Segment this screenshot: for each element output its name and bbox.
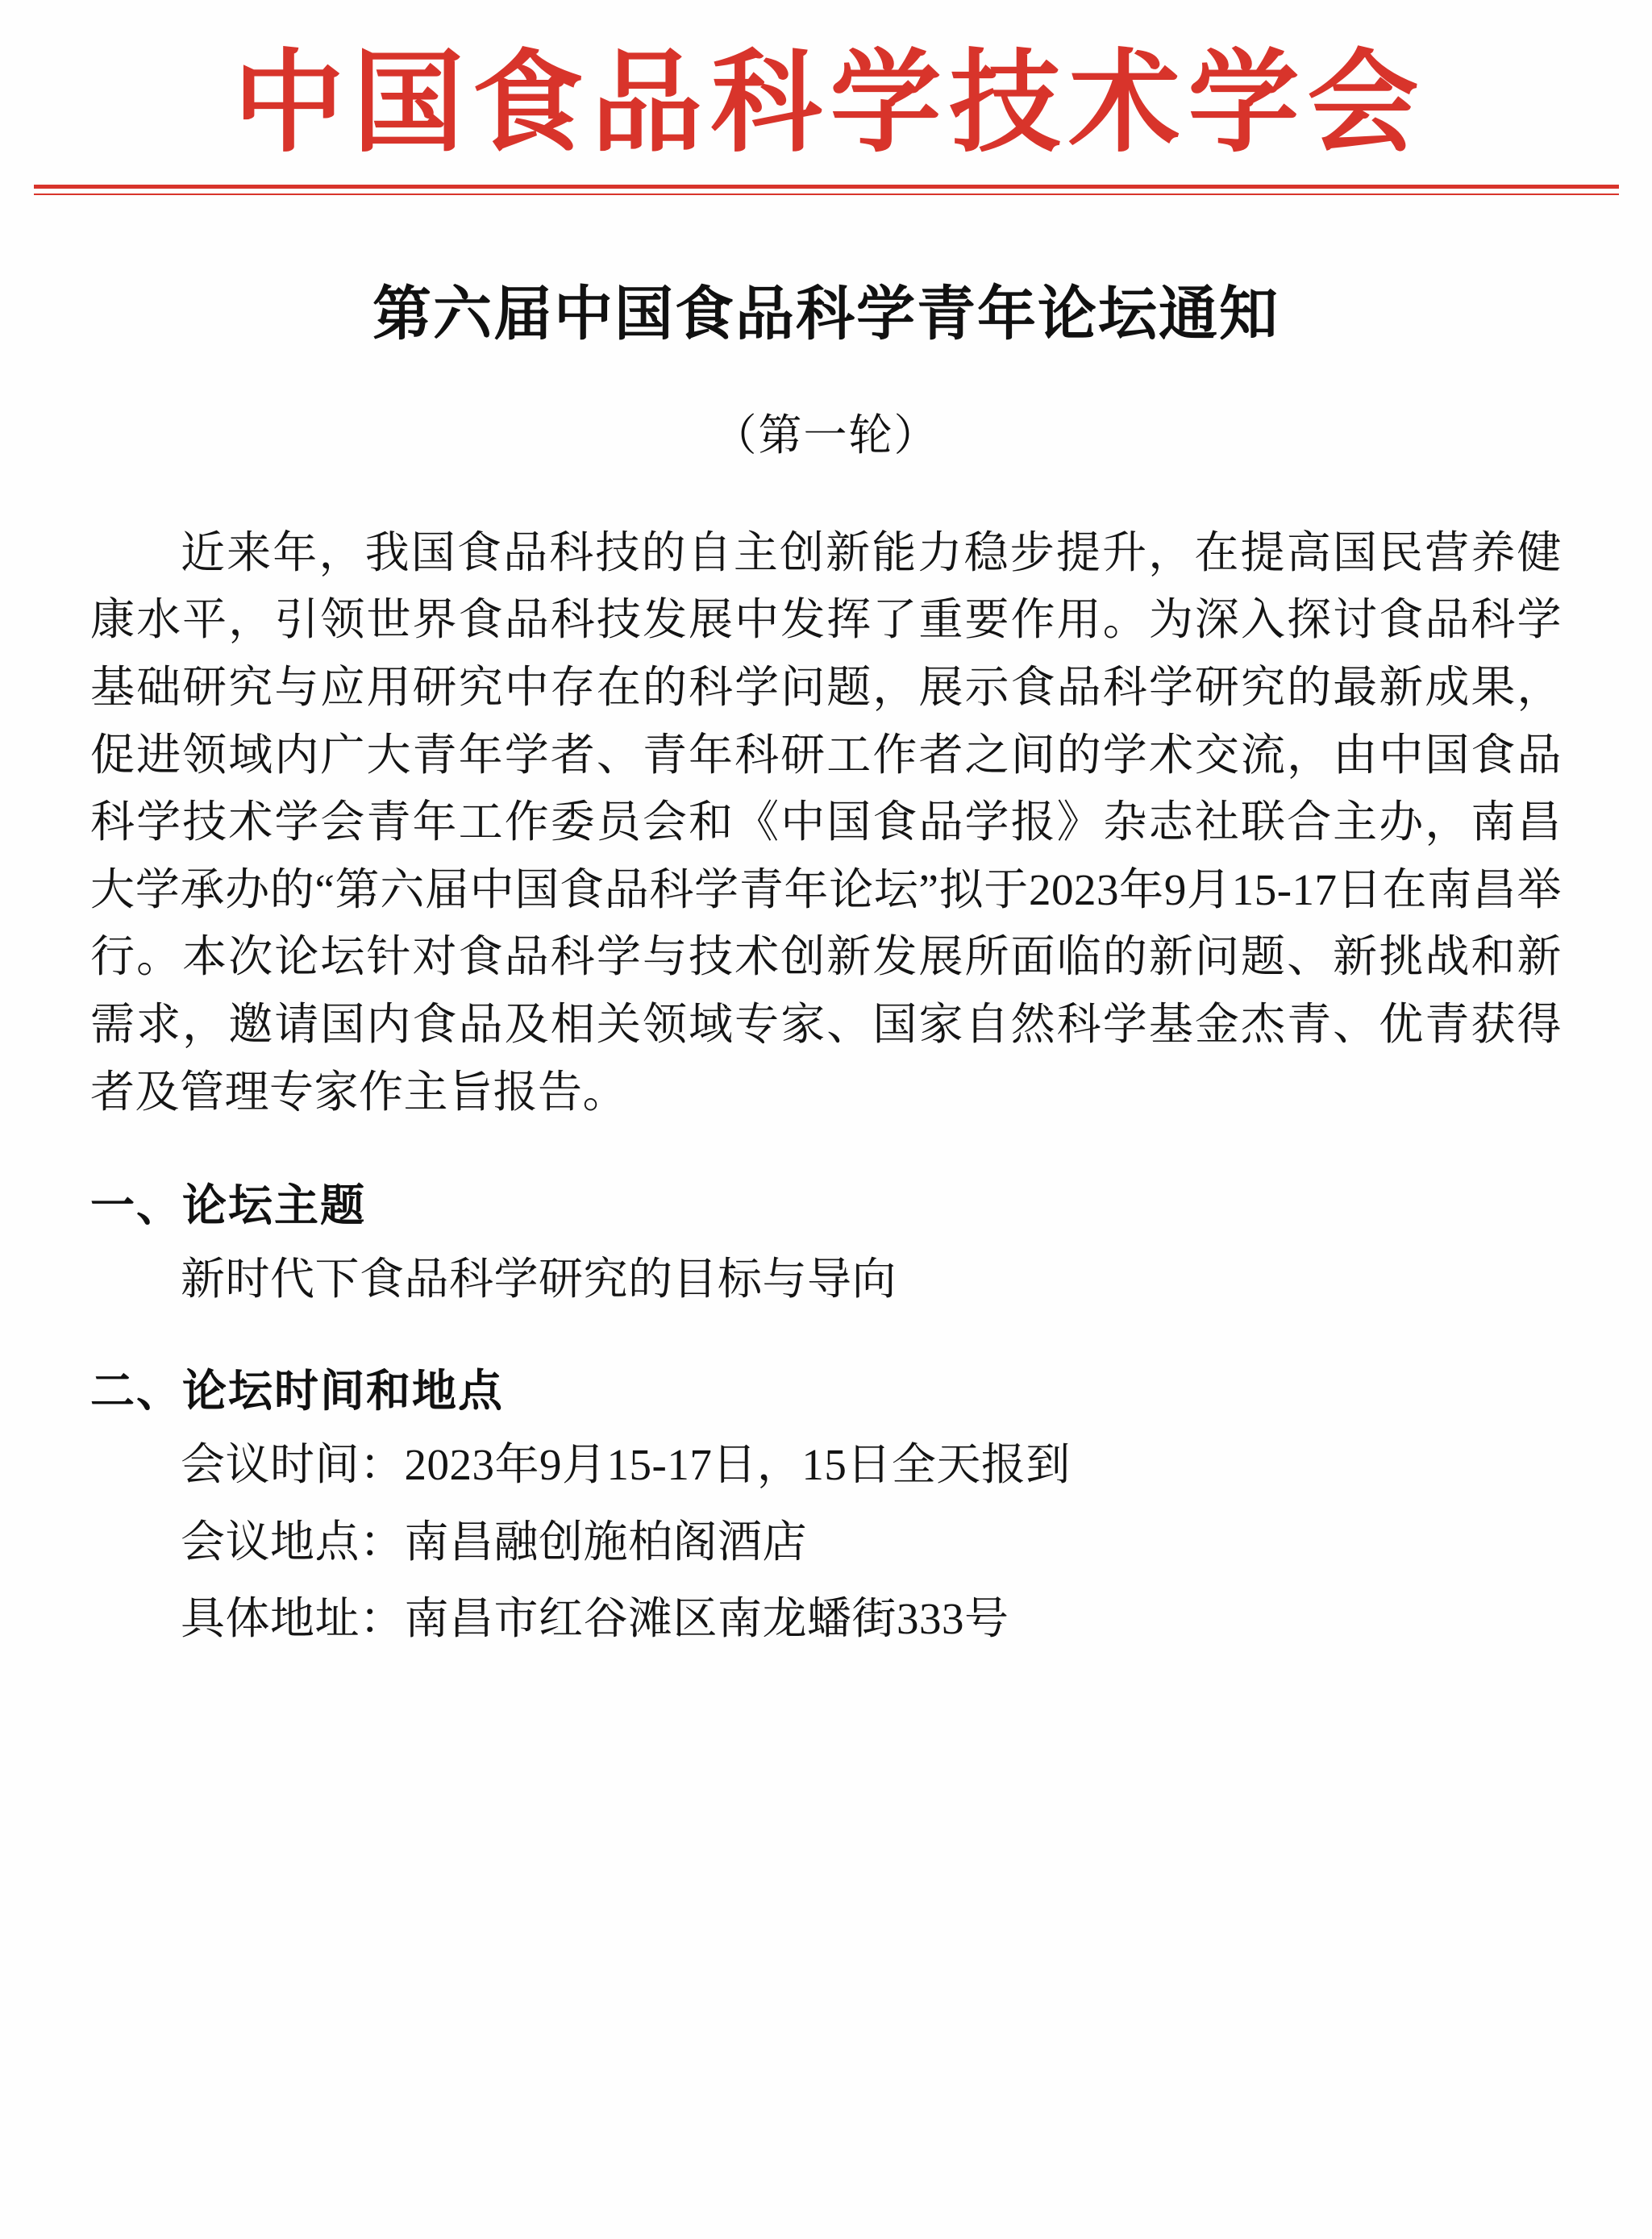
page-subtitle: （第一轮）: [713, 410, 939, 460]
section-body-1: [181, 1245, 1562, 1313]
meeting-time-line: 会议时间：2023年9月15-17日，15日全天报到: [181, 1440, 1071, 1490]
section-body-2: [181, 1430, 1562, 1653]
section-time-and-place: [90, 1355, 1562, 1653]
letterhead: [0, 0, 1652, 195]
letterhead-rule-thin: [34, 194, 1619, 195]
meeting-venue-line: 会议地点：南昌融创施柏阁酒店: [181, 1517, 808, 1567]
letterhead-rules: [34, 185, 1619, 195]
organization-name: 中国食品科学技术学会: [233, 42, 1427, 165]
section-heading-1: 一、论坛主题: [90, 1181, 367, 1231]
document-body: [90, 519, 1562, 1653]
intro-paragraph: 近来年，我国食品科技的自主创新能力稳步提升，在提高国民营养健康水平，引领世界食品科技发展中发挥了重要作用。为深入探讨食品科学基础研究与应用研究中存在的科学问题，展示食品科学研究的最新成果，促进领域内广大青年学者、青年科研工作者之间的学术交流，由中国食品科学技术学会青年工作委员会和《中国食品学报》杂志社联合主办，南昌大学承办的“第六届中国食品科学青年论坛”拟于2023年9月15-17日在南昌举行。本次论坛针对食品科学与技术创新发展所面临的新问题、新挑战和新需求，邀请国内食品及相关领域专家、国家自然科学基金杰青、优青获得者及管理专家作主旨报告。: [90, 527, 1562, 1117]
meeting-address-line: 具体地址：南昌市红谷滩区南龙蟠街333号: [181, 1593, 1009, 1643]
letterhead-rule-thick: [34, 185, 1619, 189]
page-title: 第六届中国食品科学青年论坛通知: [372, 281, 1280, 347]
forum-theme-line: 新时代下食品科学研究的目标与导向: [181, 1255, 897, 1305]
section-heading-2: 二、论坛时间和地点: [90, 1367, 505, 1417]
section-forum-theme: [90, 1170, 1562, 1313]
